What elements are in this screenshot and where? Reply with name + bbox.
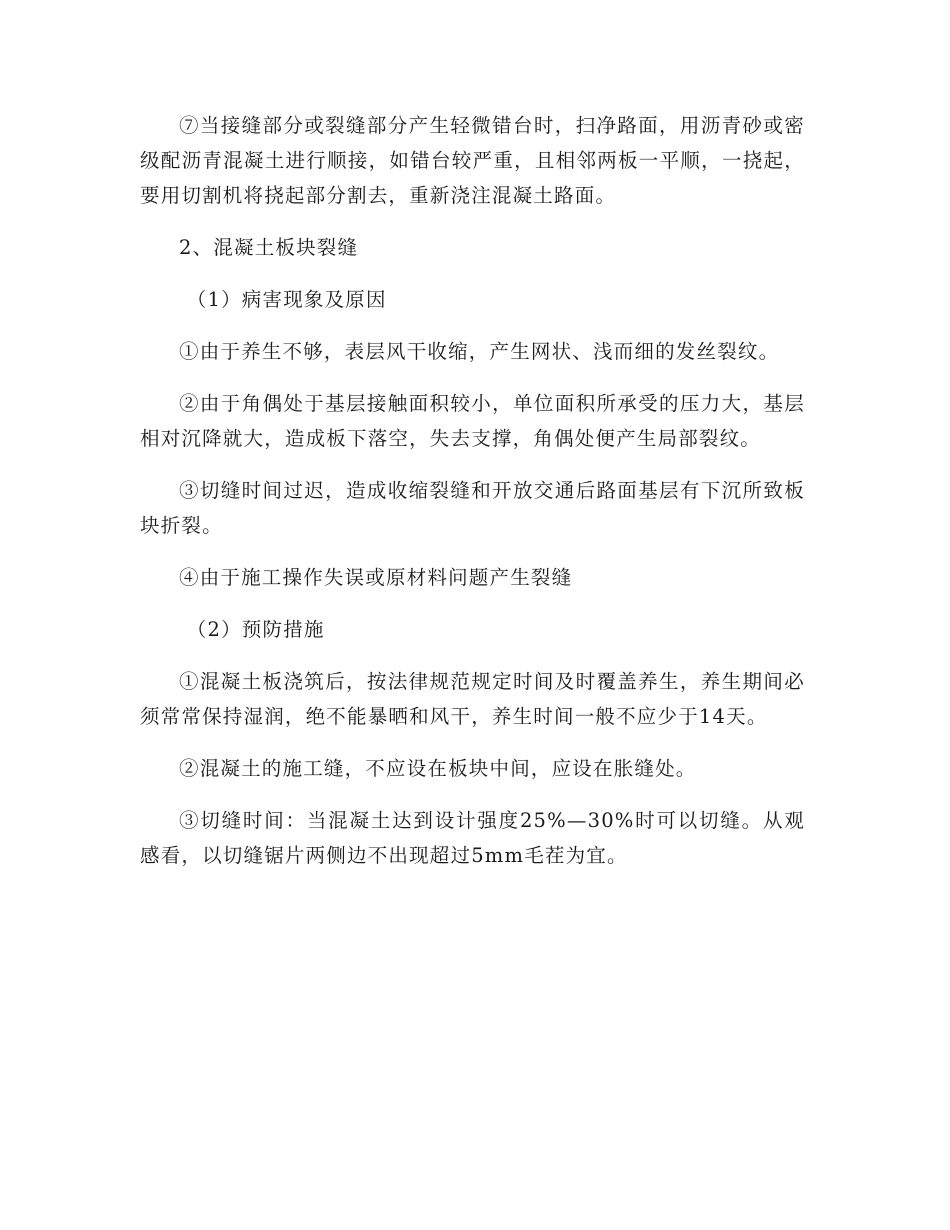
paragraph-cause-curing: ①由于养生不够，表层风干收缩，产生网状、浅而细的发丝裂纹。 (179, 340, 780, 363)
paragraph-cause-corner: ②由于角偶处于基层接触面积较小，单位面积所承受的压力大，基层相对沉降就大，造成板下落空，失去支撑，角偶处便产生局部裂纹。 (140, 392, 805, 450)
paragraph-prevention-curing: ①混凝土板浇筑后，按法律规范规定时间及时覆盖养生，养生期间必须常常保持湿润，绝不能暴晒和风干，养生时间一般不应少于14天。 (140, 670, 805, 728)
section-heading-slab-cracks: 2、混凝土板块裂缝 (179, 236, 359, 259)
subheading-symptoms-causes: （1）病害现象及原因 (186, 288, 387, 311)
paragraph-cause-construction-error: ④由于施工操作失误或原材料问题产生裂缝 (179, 566, 573, 589)
subheading-prevention: （2）预防措施 (186, 618, 325, 641)
paragraph-joint-repair: ⑦当接缝部分或裂缝部分产生轻微错台时，扫净路面，用沥青砂或密级配沥青混凝土进行顺接，如错台较严重，且相邻两板一平顺，一挠起，要用切割机将挠起部分割去，重新浇注混凝土路面。 (140, 114, 805, 207)
paragraph-cause-cutting-late: ③切缝时间过迟，造成收缩裂缝和开放交通后路面基层有下沉所致板块折裂。 (140, 479, 805, 537)
document-body (140, 108, 805, 890)
paragraph-prevention-construction-joint: ②混凝土的施工缝，不应设在板块中间，应设在胀缝处。 (179, 757, 697, 780)
paragraph-prevention-cutting-time: ③切缝时间：当混凝土达到设计强度25%—30%时可以切缝。从观感看，以切缝锯片两侧边不出现超过5mm毛茬为宜。 (140, 809, 805, 867)
